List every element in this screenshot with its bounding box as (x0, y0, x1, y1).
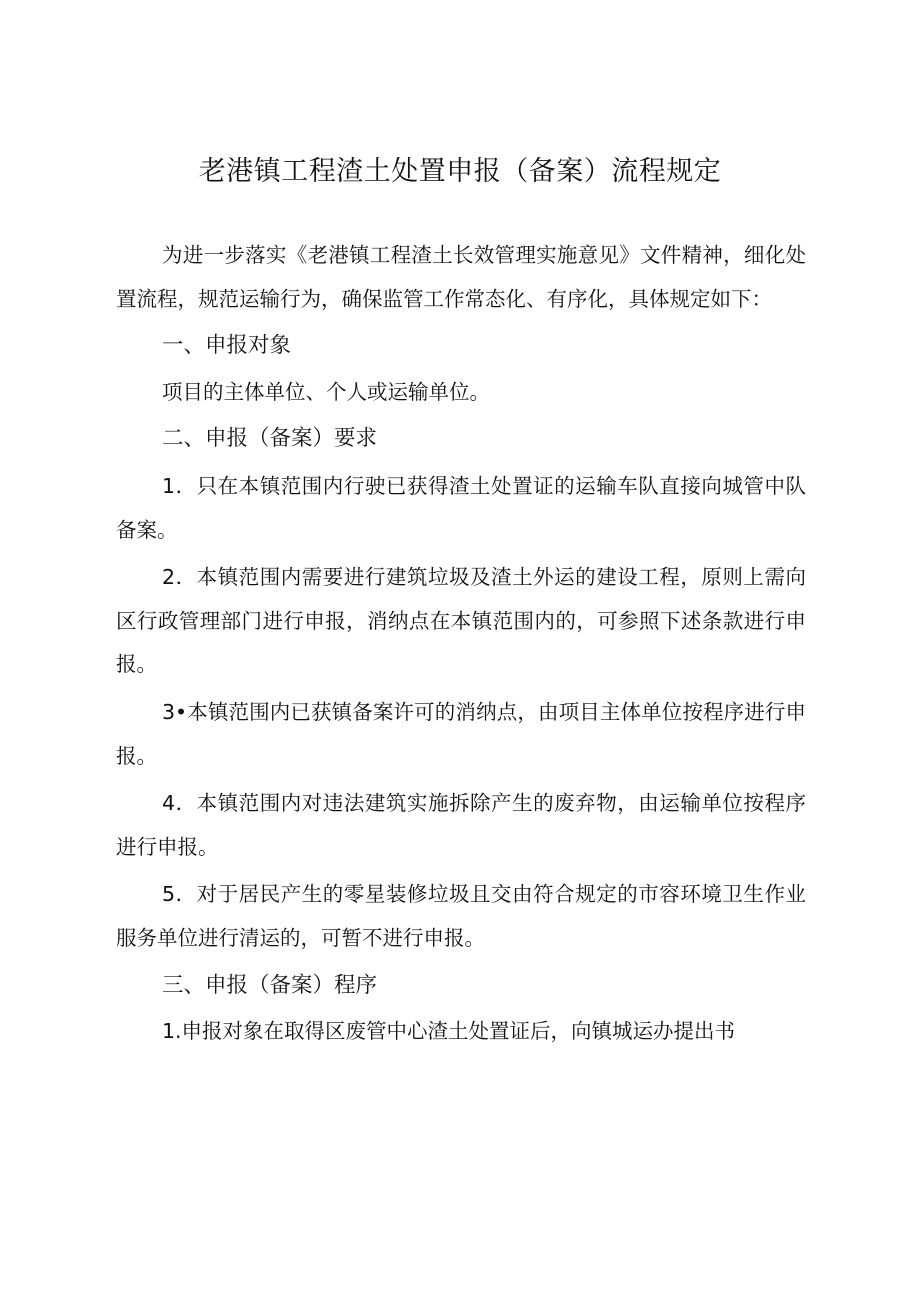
document-body (116, 234, 806, 1054)
section-1-text: 项目的主体单位、个人或运输单位。 (162, 379, 490, 404)
document-title: 老港镇工程渣土处置申报（备案）流程规定 (198, 156, 722, 187)
section-2-item-2: 2．本镇范围内需要进行建筑垃圾及渣土外运的建设工程，原则上需向区行政管理部门进行申报，消纳点在本镇范围内的，可参照下述条款进行申报。 (116, 565, 806, 677)
intro-paragraph: 为进一步落实《老港镇工程渣土长效管理实施意见》文件精神，细化处置流程，规范运输行为，确保监管工作常态化、有序化，具体规定如下： (116, 243, 806, 311)
section-heading-1: 一、申报对象 (162, 333, 292, 359)
section-2-item-3: 3•本镇范围内已获镇备案许可的消纳点，由项目主体单位按程序进行申报。 (116, 699, 806, 768)
section-2-item-4: 4．本镇范围内对违法建筑实施拆除产生的废弃物，由运输单位按程序进行申报。 (116, 791, 806, 859)
section-2-item-1: 1．只在本镇范围内行驶已获得渣土处置证的运输车队直接向城管中队备案。 (116, 473, 806, 542)
section-heading-3: 三、申报（备案）程序 (162, 972, 378, 998)
section-heading-2: 二、申报（备案）要求 (162, 426, 378, 452)
section-2-item-5: 5．对于居民产生的零星装修垃圾且交由符合规定的市容环境卫生作业服务单位进行清运的，可暂不进行申报。 (116, 882, 806, 950)
section-3-item-1: 1.申报对象在取得区废管中心渣土处置证后，向镇城运办提出书 (162, 1019, 736, 1044)
